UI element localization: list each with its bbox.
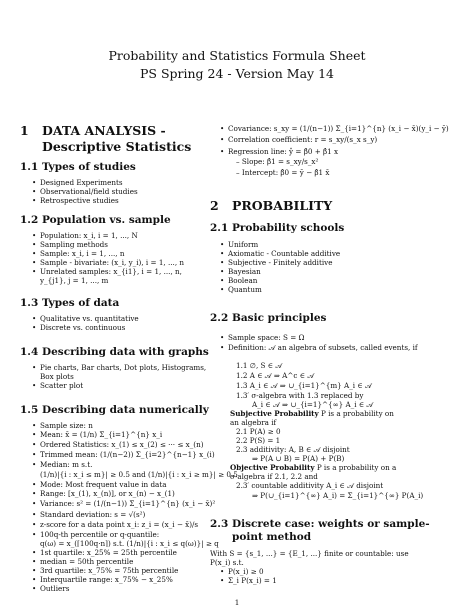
list-item: • Bayesian: [220, 267, 261, 276]
subsection-1-5-title: Describing data numerically: [42, 404, 209, 416]
list-item: • Axiomatic - Countable additive: [220, 249, 341, 258]
definition-line: 1.3′ σ-algebra with 1.3 replaced by: [236, 391, 364, 400]
list-item: • Interquartile range: x_75% − x_25%: [32, 575, 173, 584]
sub-list-item: – Intercept: β̂0 = ȳ − β̂1 x̄: [236, 168, 330, 177]
list-item: • Standard deviation: s = √(s²): [32, 510, 146, 519]
section-1-title-line-2: Descriptive Statistics: [42, 139, 192, 154]
definition-line: 2.1 P(A) ≥ 0: [236, 427, 281, 436]
definition-line: ⇒ P(∪_{i=1}^{∞} A_i) = Σ_{i=1}^{∞} P(A_i): [252, 491, 424, 500]
subsection-2-1-number: 2.1: [210, 222, 229, 234]
list-item: • Regression line: ŷ = β̂0 + β̂1 x: [220, 147, 339, 156]
subsection-1-3-number: 1.3: [20, 297, 39, 309]
list-item: • Designed Experiments: [32, 178, 123, 187]
list-item: • Covariance: s_xy = (1/(n−1)) Σ_{i=1}^{n} (x_i − x̄)(y_i − ȳ): [220, 124, 449, 133]
subsection-1-3-title: Types of data: [42, 297, 120, 309]
list-item: • Sampling methods: [32, 240, 108, 249]
definition-line: ⇒ P(A ∪ B) = P(A) + P(B): [252, 454, 345, 463]
list-item: • Median: m s.t.: [32, 460, 93, 469]
list-item: • Sample - bivariate: (x_i, y_i), i = 1, ..., n: [32, 258, 185, 267]
list-item: • Σ_i P(x_i) = 1: [220, 576, 277, 585]
list-item: • Sample space: S = Ω: [220, 333, 305, 342]
list-item-continuation: q(ω) = x_(⌈100q·n⌉) s.t. (1/n)|{i : x_i ≤ q(ω)}| ≥ q: [40, 539, 219, 548]
list-item: • 3rd quartile: x_75% = 75th percentile: [32, 566, 179, 575]
definition-line: 1.3 A_i ∈ 𝒜 ⇒ ∪_{i=1}^{m} A_i ∈ 𝒜: [236, 381, 372, 390]
subsection-2-3-number: 2.3: [210, 518, 229, 530]
list-item-continuation: Box plots: [40, 372, 74, 381]
subsection-1-4-title: Describing data with graphs: [42, 346, 209, 358]
list-item: • Definition: 𝒜 an algebra of subsets, called events, if: [220, 343, 418, 352]
subsection-1-2-title: Population vs. sample: [42, 214, 171, 226]
list-item: • Unrelated samples: x_{i1}, i = 1, ..., n,: [32, 267, 182, 276]
definition-line: 2.2 P(S) = 1: [236, 436, 281, 445]
subsection-1-4-number: 1.4: [20, 346, 39, 358]
list-item: • Variance: s² = (1/(n−1)) Σ_{i=1}^{n} (x_i − x̄)²: [32, 499, 216, 508]
definition-line: an algebra if: [230, 418, 277, 427]
list-item: • Pie charts, Bar charts, Dot plots, Histograms,: [32, 363, 207, 372]
list-item: • Retrospective studies: [32, 196, 119, 205]
list-item-continuation: y_{j1}, j = 1, ..., m: [40, 276, 109, 285]
subsection-2-1-title: Probability schools: [232, 222, 345, 234]
list-item: • P(x_i) ≥ 0: [220, 567, 264, 576]
list-item: • Outliers: [32, 584, 70, 593]
subsection-2-3-title-line-2: point method: [232, 531, 312, 543]
list-item: • median = 50th percentile: [32, 557, 134, 566]
list-item: • Qualitative vs. quantitative: [32, 314, 139, 323]
subsection-1-5-number: 1.5: [20, 404, 39, 416]
list-item: • Sample: x_i, i = 1, ..., n: [32, 249, 125, 258]
definition-line: A_i ∈ 𝒜 ⇒ ∪_{i=1}^{∞} A_i ∈ 𝒜: [252, 400, 374, 409]
list-item: • 1st quartile: x_25% = 25th percentile: [32, 548, 177, 557]
definition-line: Subjective Probability P is a probability on: [230, 409, 394, 418]
section-2-title: PROBABILITY: [232, 198, 333, 213]
list-item: • Sample size: n: [32, 421, 93, 430]
list-item: • Discrete vs. continuous: [32, 323, 126, 332]
definition-line: Objective Probability P is a probability on a: [230, 463, 397, 472]
page-number: 1: [234, 598, 240, 607]
list-item: • Population: x_i, i = 1, ..., N: [32, 231, 138, 240]
definition-line: 2.3 additivity: A, B ∈ 𝒜 disjoint: [236, 445, 350, 454]
list-item: • z-score for a data point x_i: z_i = (x_i − x̄)/s: [32, 520, 199, 529]
paragraph-line: With S = {s_1, ...} = {E_1, ...} finite or countable: use: [210, 549, 409, 558]
list-item: • Uniform: [220, 240, 259, 249]
list-item: • Ordered Statistics: x_(1) ≤ x_(2) ≤ ··· ≤ x_(n): [32, 440, 204, 449]
paragraph-line: P(x_i) s.t.: [210, 558, 244, 567]
subsection-2-2-title: Basic principles: [232, 312, 327, 324]
definition-line: 1.1 ∅, S ∈ 𝒜: [236, 361, 283, 370]
list-item: • Range: [x_(1), x_(n)], or x_(n) − x_(1): [32, 489, 175, 498]
definition-line: 1.2 A ∈ 𝒜 ⇒ A^c ∈ 𝒜: [236, 371, 315, 380]
list-item: • Subjective - Finitely additive: [220, 258, 333, 267]
subsection-1-1-number: 1.1: [20, 161, 39, 173]
section-2-number: 2: [210, 198, 219, 213]
list-item: • Correlation coefficient: r = s_xy/(s_x s_y): [220, 135, 378, 144]
list-item: • Mode: Most frequent value in data: [32, 480, 167, 489]
page-title: Probability and Statistics Formula Sheet: [108, 48, 366, 63]
subsection-1-2-number: 1.2: [20, 214, 39, 226]
subsection-1-1-title: Types of studies: [42, 161, 136, 173]
list-item-continuation: (1/n)|{i : x_i ≤ m}| ≥ 0.5 and (1/n)|{i : x_i ≥ m}| ≥ 0.5: [40, 470, 238, 479]
definition-line: 2.3′ countable additivity A_i ∈ 𝒜 disjoint: [236, 481, 384, 490]
subsection-2-2-number: 2.2: [210, 312, 229, 324]
list-item: • 100q-th percentile or q-quantile:: [32, 530, 160, 539]
list-item: • Boolean: [220, 276, 258, 285]
list-item: • Scatter plot: [32, 381, 84, 390]
sub-list-item: – Slope: β̂1 = s_xy/s_x²: [236, 157, 319, 166]
list-item: • Trimmed mean: (1/(n−2)) Σ_{i=2}^{n−1} x_(i): [32, 450, 215, 459]
section-1-title-line-1: DATA ANALYSIS -: [42, 123, 166, 138]
section-1-number: 1: [20, 123, 29, 138]
definition-line: σ-algebra if 2.1, 2.2 and: [230, 472, 318, 481]
page-subtitle: PS Spring 24 - Version May 14: [140, 66, 334, 81]
list-item: • Mean: x̄ = (1/n) Σ_{i=1}^{n} x_i: [32, 430, 163, 439]
list-item: • Observational/field studies: [32, 187, 138, 196]
subsection-2-3-title-line-1: Discrete case: weights or sample-: [232, 518, 430, 530]
list-item: • Quantum: [220, 285, 262, 294]
